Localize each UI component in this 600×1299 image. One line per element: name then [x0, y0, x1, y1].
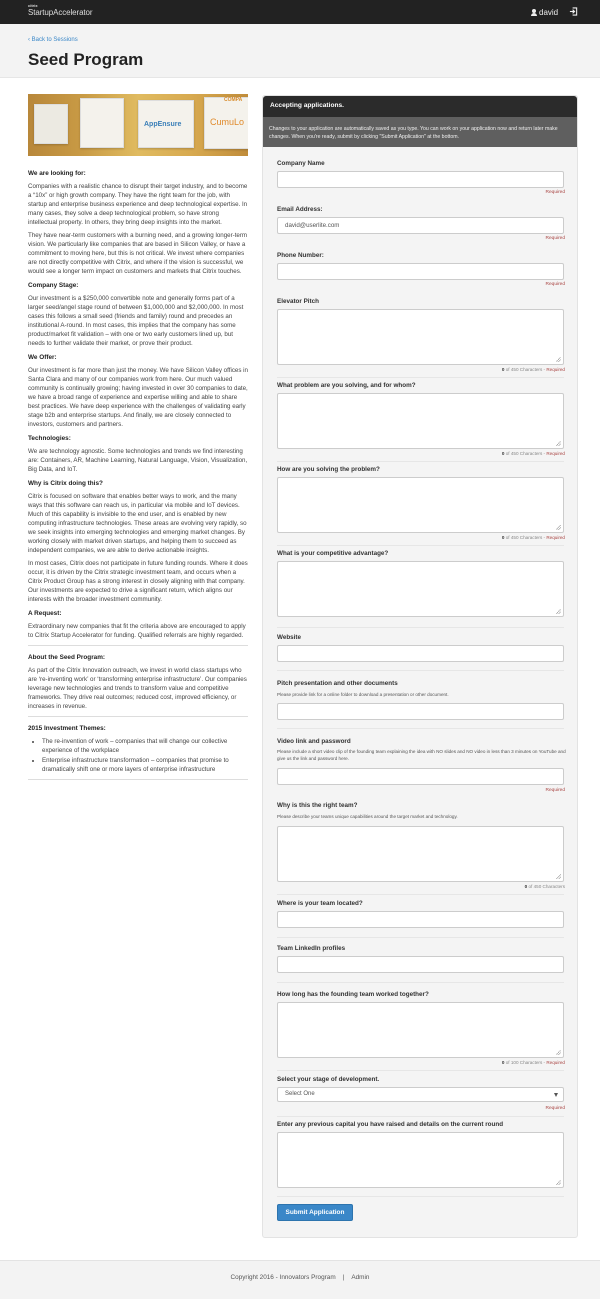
- stage-heading: Company Stage:: [28, 282, 79, 289]
- resize-handle[interactable]: [556, 1180, 561, 1185]
- paragraph: Extraordinary new companies that fit the criteria above are encouraged to apply to Citrix Startup Accelerator for funding. Qualified referrals are highly regarded.: [28, 623, 246, 639]
- capital-textarea[interactable]: [277, 1132, 564, 1188]
- company-label: Company Name: [277, 160, 325, 167]
- hero-card: [80, 98, 124, 148]
- form-heading: Accepting applications.: [263, 96, 577, 117]
- paragraph: Our investment is a $250,000 convertible note and generally forms part of a larger seed/angel stage round of between $1,000,000 and $2,000,000. In most cases this follows a small seed (friends and family) round and precedes an institutional A-round. In most cases, this implies that the company has some product/market fit validation – with one or two early customers lined up, but needs to further validate their market, or prove their product.: [28, 295, 244, 347]
- resize-handle[interactable]: [556, 357, 561, 362]
- character-counter: [525, 884, 565, 889]
- divider: [277, 377, 564, 378]
- brand-small: citrix: [28, 3, 38, 8]
- paragraph: They have near-term customers with a burning need, and a growing longer-term vision. We particularly like companies that are based in Silicon Valley, or have a commitment to moving here, but this is not critical. We invest where companies are not directly competitive with Citrix, and where if the vision is successful, we would see a longer term impact on customers and markets that Citrix touches.: [28, 232, 248, 275]
- divider: [277, 1196, 564, 1197]
- team-textarea[interactable]: [277, 826, 564, 882]
- brand-name: [28, 9, 92, 17]
- resize-handle[interactable]: [556, 609, 561, 614]
- themes-heading: 2015 Investment Themes:: [28, 725, 106, 732]
- submit-application-button[interactable]: Submit Application: [277, 1204, 353, 1221]
- user-menu[interactable]: [531, 8, 558, 17]
- count-value: 0: [501, 535, 505, 540]
- brand-light: Startup: [28, 8, 54, 17]
- request-heading: A Request:: [28, 610, 62, 617]
- presentation-hint: Please provide link for a online folder to download a presentation or other document.: [277, 692, 449, 697]
- about-heading: About the Seed Program:: [28, 654, 106, 661]
- count-suffix: of 450 Characters: [505, 367, 543, 372]
- offer-heading: We Offer:: [28, 354, 57, 361]
- footer: [0, 1260, 600, 1299]
- admin-link[interactable]: Admin: [351, 1274, 370, 1281]
- count-required: Required: [546, 451, 565, 456]
- brand-bold: Accelerator: [53, 8, 93, 17]
- count-required: Required: [546, 367, 565, 372]
- email-label: Email Address:: [277, 206, 323, 213]
- linkedin-label: Team LinkedIn profiles: [277, 945, 346, 952]
- divider: [277, 894, 564, 895]
- divider: [28, 779, 248, 780]
- count-value: 0: [501, 367, 505, 372]
- resize-handle[interactable]: [556, 525, 561, 530]
- logout-icon[interactable]: [569, 7, 578, 16]
- top-nav-bar: [0, 0, 600, 24]
- paragraph: We are technology agnostic. Some technologies and trends we find interesting are: Containers, AR, Machine Learning, Natural Language, Vision, Visualization, Big Data, and IoT.: [28, 448, 248, 473]
- required-note: Required: [545, 190, 565, 195]
- worked-together-textarea[interactable]: [277, 1002, 564, 1058]
- back-link-label: Back to Sessions: [31, 37, 78, 43]
- count-required: Required: [546, 535, 565, 540]
- required-note: Required: [545, 236, 565, 241]
- resize-handle[interactable]: [556, 441, 561, 446]
- stage-label: Select your stage of development.: [277, 1076, 380, 1083]
- website-label: Website: [277, 634, 302, 641]
- footer-separator: |: [342, 1274, 345, 1281]
- hero-card: [34, 104, 68, 144]
- count-required: Required: [546, 1060, 565, 1065]
- pitch-textarea[interactable]: [277, 309, 564, 365]
- location-label: Where is your team located?: [277, 900, 363, 907]
- divider: [277, 1116, 564, 1117]
- linkedin-input[interactable]: [277, 956, 564, 973]
- caret-down-icon: [554, 1093, 558, 1097]
- list-item: • The re-invention of work – companies that will change our collective experience of the workplace: [42, 737, 248, 755]
- divider: [28, 645, 248, 646]
- character-counter: 0 of 450 Characters - Required: [501, 367, 565, 372]
- advantage-textarea[interactable]: [277, 561, 564, 617]
- website-input[interactable]: [277, 645, 564, 662]
- problem-textarea[interactable]: [277, 393, 564, 449]
- paragraph: Companies with a realistic chance to disrupt their target industry, and to become a “10x” or high growth company. They have the right team for the job, with startup and enterprise business experience and deep technological expertise. In many cases, they solve a deep technological problem, so have strong intellectual property. In others, they bring deep insights into the market.: [28, 183, 248, 226]
- video-label: Video link and password: [277, 738, 351, 745]
- worked-together-label: How long has the founding team worked together?: [277, 991, 429, 998]
- count-value: 0: [501, 451, 505, 456]
- stage-selected-value: Select One: [285, 1091, 315, 1097]
- paragraph: Our investment is far more than just the money. We have Silicon Valley offices in Santa Clara and many of our companies work from here. Our much valued community is continually growing; having invested in over 30 companies to date, we have a broad range of experience and expertise willing and able to share best practices. We have deep experience with the challenges of validating early stage b2b and enterprise startups. And finally, we are closely connected to investors, customers and partners.: [28, 367, 248, 428]
- hero-image: [28, 94, 248, 156]
- company-input[interactable]: [277, 171, 564, 188]
- user-icon: [531, 9, 537, 16]
- advantage-label: What is your competitive advantage?: [277, 550, 389, 557]
- character-counter: 0 of 450 Characters - Required: [501, 535, 565, 540]
- paragraph: As part of the Citrix Innovation outreach, we invest in world class startups who are ‘re-inventing work’ or ‘transforming enterprise infrastructure’. Our companies leverage new technologies and trends to transform value and competitive frameworks. They drive real outcomes; reduced cost, improved efficiency, or increases in revenue.: [28, 667, 247, 710]
- application-form: [262, 95, 578, 1238]
- program-description: [28, 94, 248, 787]
- paragraph: Citrix is focused on software that enables better ways to work, and the many ways that this software can reach us, in particular via mobile and IoT devices. Much of this capability is invisible to the end user, and is enabled by new computing infrastructure technologies. These areas are evolving very rapidly, so we seek insights into emerging technologies and emerging market changes. By working closely with market driven startups, and helping them to succeed as independent companies, we are able to derive actionable insights.: [28, 493, 247, 554]
- divider: [277, 1070, 564, 1071]
- count-value: 0: [524, 884, 528, 889]
- stage-select[interactable]: [277, 1087, 564, 1102]
- location-input[interactable]: [277, 911, 564, 928]
- phone-input[interactable]: [277, 263, 564, 280]
- divider: [277, 461, 564, 462]
- technologies-heading: Technologies:: [28, 435, 71, 442]
- user-name: david: [539, 8, 559, 17]
- required-note: Required: [545, 282, 565, 287]
- divider: [28, 716, 248, 717]
- count-value: 0: [501, 1060, 505, 1065]
- paragraph: In most cases, Citrix does not participate in future funding rounds. Where it does occur, it is driven by the Citrix strategic investment team, and occurs when a Citrix Product Group has a strong interest in closely aligning with that company. Our investments are expected to drive a significant return, which aligns our interests with the broader investment community.: [28, 560, 248, 603]
- divider: [277, 937, 564, 938]
- count-suffix: of 450 Characters: [505, 451, 543, 456]
- character-counter: 0 of 450 Characters - Required: [501, 451, 565, 456]
- character-counter: 0 of 100 Characters - Required: [501, 1060, 565, 1065]
- hero-card-label: CumuLo: [210, 117, 245, 127]
- required-note: Required: [545, 1106, 565, 1111]
- phone-label: Phone Number:: [277, 252, 324, 259]
- back-to-sessions-link[interactable]: [28, 37, 78, 43]
- email-input[interactable]: david@userlite.com: [277, 217, 564, 234]
- capital-label: Enter any previous capital you have raised and details on the current round: [277, 1121, 504, 1128]
- why-citrix-heading: Why is Citrix doing this?: [28, 480, 103, 487]
- pitch-label: Elevator Pitch: [277, 298, 319, 305]
- themes-list: [42, 737, 248, 774]
- team-hint: Please describe your teams unique capabilities around the target market and technology.: [277, 814, 458, 819]
- resize-handle[interactable]: [556, 1050, 561, 1055]
- list-item: • Enterprise infrastructure transformation – companies that promise to dramatically shift one or more layers of enterprise infrastructure: [42, 756, 248, 774]
- hero-card-label: AppEnsure: [144, 121, 182, 128]
- team-label: Why is this the right team?: [277, 802, 358, 809]
- form-autosave-note: Changes to your application are automatically saved as you type. You can work on your application now and return later make changes. When you're ready, submit by clicking "Submit Application" at the bottom.: [263, 117, 577, 147]
- brand-logo[interactable]: [28, 4, 92, 17]
- presentation-input[interactable]: [277, 703, 564, 720]
- hero-card-label: COMPA: [224, 97, 243, 103]
- page-title: Seed Program: [28, 50, 144, 69]
- resize-handle[interactable]: [556, 874, 561, 879]
- how-textarea[interactable]: [277, 477, 564, 533]
- problem-label: What problem are you solving, and for whom?: [277, 382, 416, 389]
- required-note: Required: [545, 788, 565, 793]
- count-suffix: of 450 Characters: [505, 535, 543, 540]
- how-label: How are you solving the problem?: [277, 466, 380, 473]
- video-hint: Please include a short video clip of the founding team explaining the idea with NO slides and NO video in less than 3 minutes on YouTube and give us the link and password here.: [277, 749, 566, 761]
- chevron-left-icon: ‹: [28, 37, 32, 43]
- copyright-text: Copyright 2016 - Innovators Program: [230, 1274, 336, 1281]
- presentation-label: Pitch presentation and other documents: [277, 680, 398, 687]
- looking-for-heading: We are looking for:: [28, 170, 86, 177]
- divider: [277, 728, 564, 729]
- divider: [277, 627, 564, 628]
- count-suffix: of 450 Characters: [528, 884, 565, 889]
- divider: [277, 545, 564, 546]
- divider: [277, 670, 564, 671]
- divider: [277, 982, 564, 983]
- count-suffix: of 100 Characters: [505, 1060, 543, 1065]
- video-input[interactable]: [277, 768, 564, 785]
